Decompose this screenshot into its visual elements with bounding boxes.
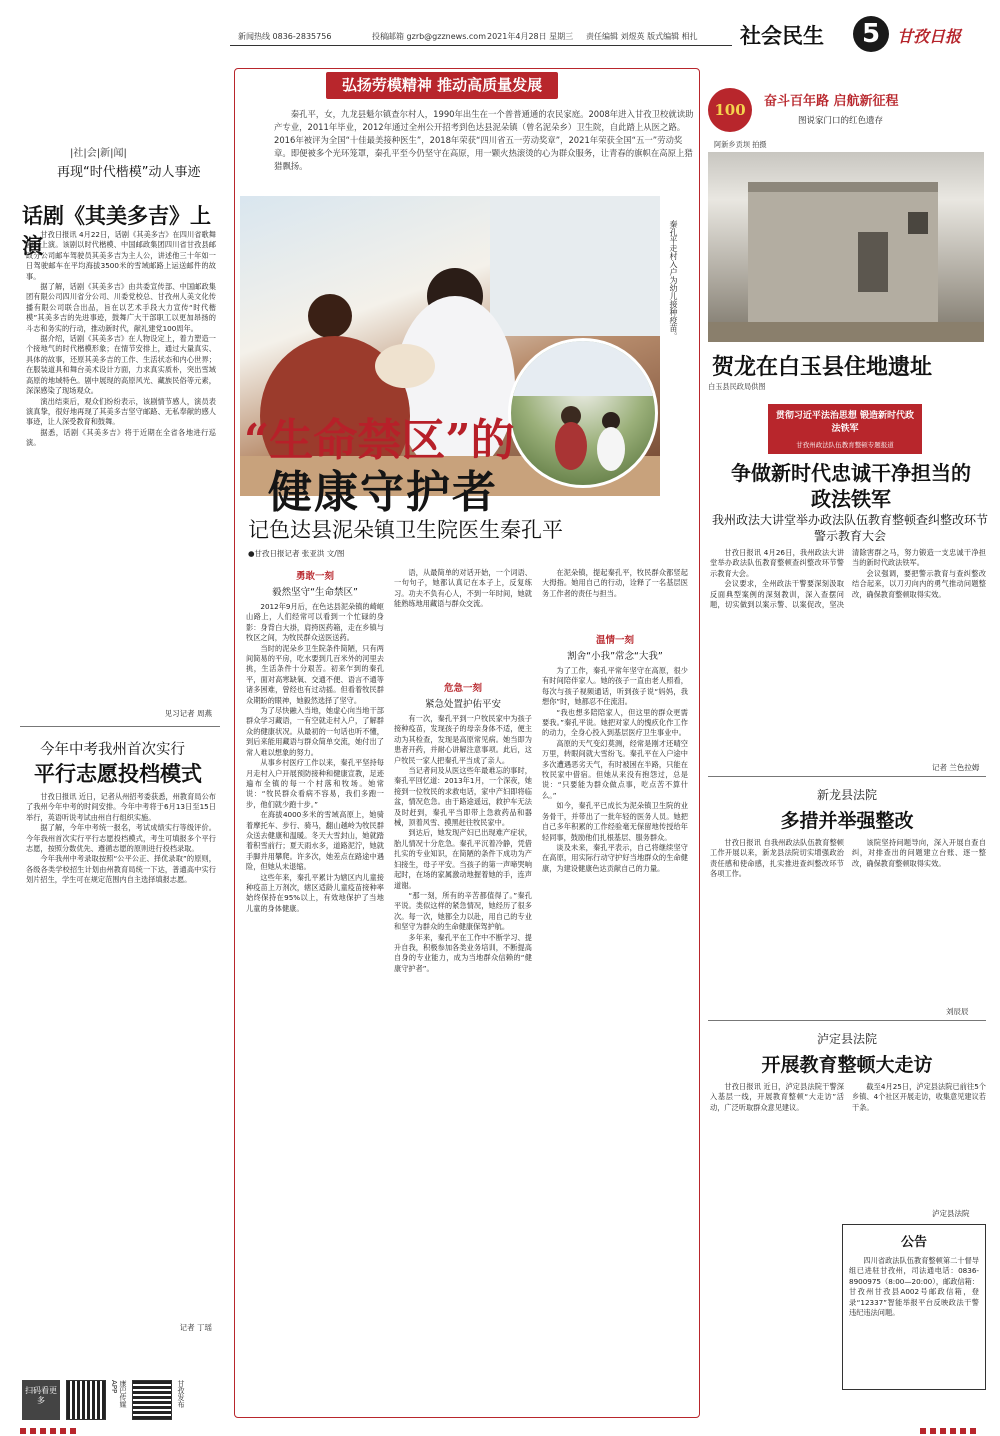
site-title: 贺龙在白玉县住地遗址 <box>712 354 933 380</box>
law-title: 争做新时代忠诚干净担当的政法铁军 <box>731 461 971 511</box>
header-rule <box>230 45 732 46</box>
article1-reporter: 见习记者 周燕 <box>164 709 212 718</box>
law-paragraph: 会议要求，全州政法干警要深刻汲取反面典型案例的深刻教训，深入查摆问题，切实做到以案示警、以案促改，坚决清除害群之马，努力锻造一支忠诚干净担当的新时代政法铁军。 <box>710 548 986 610</box>
feature-paragraph: “我也想多陪陪家人，但这里的群众更需要我。”秦孔平说。她把对家人的愧疚化作工作的动力，全身心投入到基层医疗卫生事业中。 <box>542 707 688 738</box>
header-editors: 责任编辑 刘煜英 版式编辑 相扎 <box>586 32 698 41</box>
feature-paragraph: 为了尽快融入当地，她虚心向当地干部群众学习藏语，一有空就走村入户，了解群众的健康状况。从最初的一句话也听不懂，到后来能用藏语与群众简单交流，她付出了常人难以想象的努力。 <box>246 706 384 757</box>
header-email: 投稿邮箱 gzrb@gzznews.com <box>372 32 486 41</box>
court2-title: 开展教育整顿大走访 <box>761 1054 933 1076</box>
feature-photo-inset <box>508 338 658 488</box>
article1-paragraph: 演出结束后，观众们纷纷表示，该剧情节感人，演员表演真挚，很好地再现了其美多吉坚守邮路、无私奉献的感人事迹，让人深受教育和鼓舞。 <box>26 396 216 427</box>
feature-section3-head: 温情一刻 <box>595 635 634 646</box>
feature-paragraph: 这些年来，秦孔平累计为辖区内儿童接种疫苗上万剂次，辖区适龄儿童疫苗接种率始终保持在95%以上，有效地保护了当地儿童的身体健康。 <box>246 872 384 913</box>
feature-section1-sub: 毅然坚守“生命禁区” <box>272 587 358 598</box>
court2-body <box>710 1082 986 1206</box>
article2-reporter: 记者 丁瑶 <box>179 1323 212 1332</box>
feature-paragraph: 多年来，秦孔平在工作中不断学习、提升自我，积极参加各类业务培训，不断提高自身的专业能力，成为当地群众信赖的“健康守护者”。 <box>394 932 532 973</box>
court1-reporter: 刘辰辰 <box>946 1007 969 1016</box>
site-caption: 白玉县民政局供图 <box>708 382 766 391</box>
feature-paragraph: 从事乡村医疗工作以来，秦孔平坚持每月走村入户开展预防接种和健康宣教，足迹遍布全镇的每一个村落和牧场。她常说：“牧民群众看病不容易，我们多跑一步，他们就少跑十步。” <box>246 758 384 809</box>
feature-paragraph: 为了工作，秦孔平常年坚守在高原，很少有时间陪伴家人。她的孩子一直由老人照看，每次与孩子视频通话，听到孩子说“妈妈，我想你”时，她都忍不住流泪。 <box>542 666 688 707</box>
bottom-strip-left <box>20 1428 80 1434</box>
feature-col3 <box>542 666 688 1402</box>
feature-title-quote: “生命禁区”的 <box>244 415 515 466</box>
party-banner <box>708 86 984 136</box>
footer-qr-block <box>22 1380 222 1424</box>
law-body <box>710 548 986 758</box>
party-logo: 100 <box>708 88 752 132</box>
law-subtitle: 我州政法大讲堂举办政法队伍教育整顿查纠整改环节警示教育大会 <box>711 513 988 543</box>
qr-app-label: 康巴传媒APP <box>110 1380 127 1408</box>
article1-body <box>26 230 216 700</box>
site-photo-art <box>708 152 984 342</box>
notice-box <box>842 1224 986 1390</box>
right-divider-2 <box>708 1020 986 1021</box>
header-date: 2021年4月28日 星期三 <box>487 32 574 41</box>
article2-title: 平行志愿投档模式 <box>34 761 202 786</box>
qr-code-app[interactable] <box>66 1380 106 1420</box>
article1-paragraph: 甘孜日报讯 4月22日，话剧《其美多吉》在四川省歌舞剧院上演。该剧以时代楷模、中国邮政集团四川省甘孜县邮政分公司邮车驾驶员其美多吉为主人公，讲述他三十年如一日驾驶邮车在平均海拔3500米的雪域邮路上运送邮件的故事。 <box>26 230 216 281</box>
court2-label: 泸定县法院 <box>816 1032 877 1046</box>
law-paragraph: 会议强调，要把警示教育与查纠整改结合起来，以刀刃向内的勇气推动问题整改，确保教育整顿取得实效。 <box>852 568 986 599</box>
law-badge <box>768 404 922 454</box>
feature-section1-head: 勇敢一刻 <box>295 571 334 582</box>
feature-paragraph: 谈及未来，秦孔平表示，自己将继续坚守在高原，用实际行动守护好当地群众的生命健康，为建设健康色达贡献自己的力量。 <box>542 842 688 873</box>
feature-title-main: 健康守护者 <box>268 467 498 518</box>
photo-credit: 阿新乡贡坝 拍摄 <box>714 140 767 149</box>
article1-subtitle: 再现“时代楷模”动人事迹 <box>57 165 201 180</box>
qr-code-release[interactable] <box>132 1380 172 1420</box>
court1-title: 多措并举强整改 <box>780 810 914 832</box>
feature-paragraph: 2012年9月后，在色达县泥朵镇的崎岖山路上，人们经常可以看到一个忙碌的身影：身背白大褂，肩挎医药箱，走在乡镇与牧区之间，为牧民群众送医送药。 <box>246 602 384 643</box>
feature-photo-caption: 秦孔平走村入户为幼儿接种疫苗。 <box>669 220 678 340</box>
law-badge-title: 贯彻习近平法治思想 锻造新时代政法铁军 <box>775 411 915 434</box>
court1-paragraph: 甘孜日报讯 自我州政法队伍教育整顿工作开展以来，新龙县法院切实增强政治责任感和使命感，扎实推进查纠整改环节各项工作。 <box>710 838 844 879</box>
right-divider-1 <box>708 776 986 777</box>
page-number: 5 <box>853 16 889 52</box>
law-badge-subtitle: 甘孜州政法队伍教育整顿专题报道 <box>796 441 894 449</box>
feature-subtitle: 记色达县泥朵镇卫生院医生秦孔平 <box>248 518 563 542</box>
feature-section2-sub: 紧急处置护佑平安 <box>424 699 501 710</box>
feature-paragraph: 在泥朵镇，提起秦孔平，牧民群众都竖起大拇指。她用自己的行动，诠释了一名基层医务工作者的责任与担当。 <box>542 568 688 598</box>
article1-paragraph: 据悉，话剧《其美多吉》将于近期在全省各地进行巡演。 <box>26 427 216 448</box>
feature-paragraph: 在海拔4000多米的雪域高原上，她骑着摩托车、步行、骑马，翻山越岭为牧民群众送去健康和温暖。冬天大雪封山，她就踏着积雪前行；夏天雨水多，道路泥泞，她就手脚并用攀爬。许多次，她差点在路途中遇险，但她从未退缩。 <box>246 810 384 872</box>
feature-paragraph: 到达后，她发现产妇已出现难产症状，胎儿情况十分危急。秦孔平沉着冷静，凭借扎实的专业知识，在简陋的条件下成功为产妇接生，母子平安。当孩子的第一声啼哭响起时，在场的家属激动地握着她的手，连声道谢。 <box>394 828 532 890</box>
law-reporter: 记者 兰色拉姆 <box>932 763 980 772</box>
section-brand-label: |社|会|新|闻| <box>70 148 127 159</box>
feature-col2 <box>394 568 532 672</box>
party-slogan: 奋斗百年路 启航新征程 <box>764 94 899 109</box>
court2-paragraph: 甘孜日报讯 近日，泸定县法院干警深入基层一线，开展教育整顿“大走访”活动，广泛听取群众意见建议。 <box>710 1082 844 1112</box>
site-photo <box>708 152 984 342</box>
left-divider <box>20 726 220 727</box>
article2-body <box>26 792 216 1312</box>
court1-body <box>710 838 986 1004</box>
feature-intro: 秦孔平，女，九龙县魁尔镇查尔村人，1990年出生在一个普普通通的农民家庭。2008年进入甘孜卫校就读助产专业，2011年毕业，2012年通过全州公开招考到色达县泥朵镇（曾名泥朵乡）卫生院，自此踏上从医之路。 2016年被评为全国“十佳最美接种医生”，2018年荣获“四川省五一劳动奖章”，2021年荣获全国“五一”劳动奖章。即便被多个光环笼罩，秦孔平至今仍坚守在高原，用一颗火热滚烫的心为群众服务，让青春的旗帜在高原上猎猎飘扬。 <box>274 109 694 171</box>
scan-label: 扫码看更多 <box>22 1380 60 1420</box>
bottom-strip-right <box>920 1428 980 1434</box>
article2-subtitle: 今年中考我州首次实行 <box>40 742 185 758</box>
header-hotline: 新闻热线 0836-2835756 <box>238 32 332 41</box>
feature-section3-sub: 割舍“小我”常念“大我” <box>567 651 663 662</box>
court1-label: 新龙县法院 <box>816 788 877 802</box>
law-paragraph: 甘孜日报讯 4月26日，我州政法大讲堂举办政法队伍教育整顿查纠整改环节警示教育大会。 <box>710 548 844 578</box>
feature-paragraph: 当记者问及从医这些年最难忘的事时，秦孔平回忆道：2013年1月，一个深夜，她接到一位牧民的求救电话，家中产妇即将临盆，情况危急。由于路途遥远，救护车无法及时赶到，秦孔平当即带上急救药品和器械，顶着风雪、摸黑赶往牧民家中。 <box>394 766 532 828</box>
qr-release-label: 甘孜发布 <box>177 1380 185 1408</box>
feature-col2-lower <box>394 714 532 1402</box>
feature-section2-head: 危急一刻 <box>443 683 482 694</box>
feature-paragraph: 语，从最简单的对话开始，一个词语、一句句子，她都认真记在本子上，反复练习。功夫不负有心人，不到一年时间，她就能熟练地用藏语与群众交流。 <box>394 568 532 609</box>
section-name: 社会民生 <box>740 24 824 48</box>
feature-paragraph: 高原的天气变幻莫测，经常是刚才还晴空万里，转眼间就大雪纷飞。秦孔平在入户途中多次遭遇恶劣天气，有时被困在半路，只能在牧民家中借宿。但她从来没有抱怨过，总是说：“只要能为群众做点事，吃点苦不算什么。” <box>542 738 688 800</box>
feature-byline: ●甘孜日报记者 张亚洪 文/图 <box>248 549 345 558</box>
left-column <box>20 130 220 1370</box>
feature-col1 <box>246 602 384 1402</box>
article2-paragraph: 甘孜日报讯 近日，记者从州招考委获悉，州教育局公布了我州今年中考的时间安排。今年中考将于6月13日至15日举行，英语听说考试由州自行组织实施。 <box>26 792 216 822</box>
court1-paragraph: 该院坚持问题导向，深入开展自查自纠，对排查出的问题建立台账、逐一整改，确保教育整顿取得实效。 <box>852 838 986 868</box>
notice-body: 四川省政法队伍教育整顿第二十督导组已进驻甘孜州，司法通电话：0836-8900975（8:00—20:00），邮政信箱：甘孜州甘孜县A002号邮政信箱，登录“12337”智能举报平台反映政法干警违纪违法问题。 <box>849 1256 979 1318</box>
paper-name: 甘孜日报 <box>897 27 962 46</box>
article1-title: 话剧《其美多吉》上演 <box>22 203 211 258</box>
feature-paragraph: 如今，秦孔平已成长为泥朵镇卫生院的业务骨干，并带出了一批年轻的医务人员。她把自己多年积累的工作经验毫无保留地传授给年轻同事，鼓励他们扎根基层、服务群众。 <box>542 801 688 842</box>
article1-paragraph: 据了解，话剧《其美多吉》由共委宣传部、中国邮政集团有限公司四川省分公司、川委党校总、甘孜州人美文化传播有限公司联合出品，旨在以艺术手段大力宣传“时代楷模”其美多吉的先进事迹，鼓舞广大干部职工以更加昂扬的斗志和务实的行动，推动新时代，献礼建党100周年。 <box>26 282 216 333</box>
feature-banner: 弘扬劳模精神 推动高质量发展 <box>326 72 558 99</box>
article1-paragraph: 据介绍，话剧《其美多吉》在人物设定上，着力塑造一个接地气的时代楷模形象；在情节安排上，通过大量真实、具体的故事，还原其美多吉的工作、生活状态和内心世界；在服装道具和舞台美术设计方面，力求真实质朴，突出雪域高原的地域特色。剧中展现的高原风光、藏族民俗等元素，深深感染了现场观众。 <box>26 334 216 396</box>
feature-paragraph: 当时的泥朵乡卫生院条件简陋，只有两间简易的平房，吃水要到几百米外的河里去挑，生活条件十分艰苦。初来乍到的秦孔平，面对高寒缺氧、交通不便、语言不通等诸多困难，曾经也有过动摇。但看着牧民群众期盼的眼神，她毅然选择了坚守。 <box>246 643 384 705</box>
court2-paragraph: 截至4月25日，泸定县法院已前往5个乡镇、4个社区开展走访，收集意见建议若干条。 <box>852 1082 986 1112</box>
article2-paragraph: 今年我州中考录取按照“公平公正、择优录取”的原则，各级各类学校招生计划由州教育局统一下达，普通高中实行划片招生，学生可在规定范围内自主选择填报志愿。 <box>26 854 216 885</box>
feature-paragraph: “那一刻，所有的辛苦都值得了。”秦孔平说。类似这样的紧急情况，她经历了很多次。每一次，她都全力以赴，用自己的专业和坚守为群众的生命健康保驾护航。 <box>394 890 532 932</box>
article2-paragraph: 据了解，今年中考统一报名，考试成绩实行等级评价。今年我州首次实行平行志愿投档模式，考生可填报多个平行志愿，按照分数优先、遵循志愿的原则进行投档录取。 <box>26 823 216 854</box>
party-subtitle: 图说家门口的红色遗存 <box>798 116 884 126</box>
court2-reporter: 泸定县法院 <box>932 1209 970 1218</box>
feature-photo-inset-art <box>511 341 658 488</box>
feature-col3-top <box>542 568 688 630</box>
feature-paragraph: 有一次，秦孔平到一户牧民家中为孩子接种疫苗，发现孩子的母亲身体不适，便主动为其检查，发现是高原常见病。她当即为患者开药，并耐心讲解注意事项。此后，这户牧民一家人把秦孔平当成了亲人。 <box>394 714 532 765</box>
notice-title: 公告 <box>900 1235 927 1250</box>
